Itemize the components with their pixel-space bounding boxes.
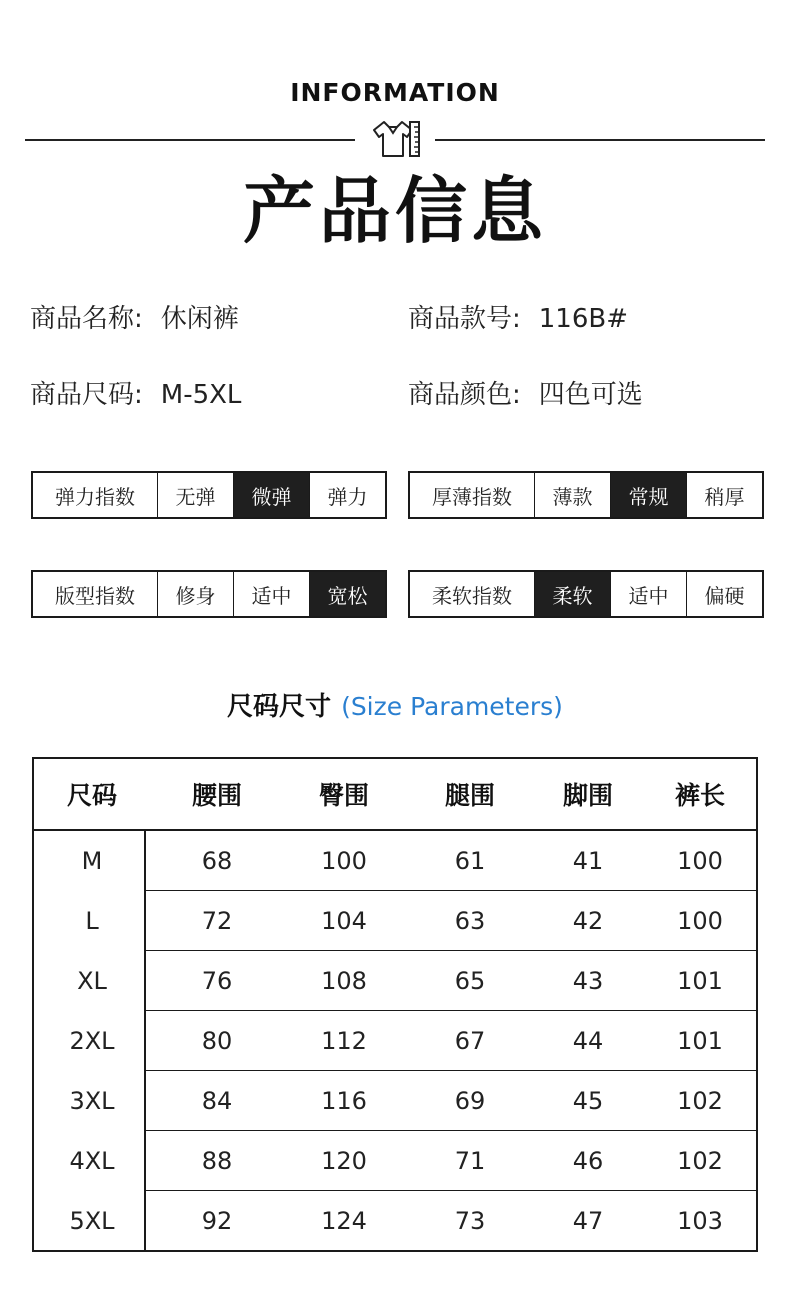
measure-cell: 100 — [321, 847, 367, 875]
measure-cell: 101 — [677, 1027, 723, 1055]
measure-cell: 112 — [321, 1027, 367, 1055]
attr-label: 弹力指数 — [55, 484, 135, 509]
measure-cell: 100 — [677, 907, 723, 935]
attr-fit — [31, 570, 387, 618]
product-color-value: 四色可选 — [538, 380, 643, 410]
header-en-title: INFORMATION — [290, 78, 500, 107]
divider-right — [435, 139, 765, 141]
table-row — [34, 1131, 756, 1191]
attr-option: 适中 — [233, 572, 309, 616]
attr-elasticity — [31, 471, 387, 519]
divider-left — [25, 139, 355, 141]
measure-cell: 101 — [677, 967, 723, 995]
table-row — [34, 891, 756, 951]
measure-cell: 104 — [321, 907, 367, 935]
measure-cell: 42 — [572, 907, 604, 935]
measure-cell: 69 — [454, 1087, 486, 1115]
size-title-en: (Size Parameters) — [341, 692, 563, 721]
measure-cell: 124 — [321, 1207, 367, 1235]
measure-cell: 103 — [677, 1207, 723, 1235]
size-cell: 5XL — [69, 1207, 115, 1235]
table-row — [34, 1191, 756, 1251]
product-style-value: 116B# — [538, 304, 629, 334]
attr-option: 稍厚 — [686, 473, 762, 517]
measure-cell: 46 — [572, 1147, 604, 1175]
attr-option: 弹力 — [309, 473, 385, 517]
product-style-label: 商品款号: — [408, 304, 521, 334]
size-cell: 2XL — [69, 1027, 115, 1055]
table-row — [34, 1071, 756, 1131]
measure-cell: 108 — [321, 967, 367, 995]
attr-label: 厚薄指数 — [432, 484, 512, 509]
table-row — [34, 951, 756, 1011]
product-size-value: M-5XL — [160, 380, 242, 410]
attr-option-selected: 柔软 — [534, 572, 610, 616]
size-section-title — [0, 686, 790, 723]
product-color-label: 商品颜色: — [408, 380, 521, 410]
measure-cell: 43 — [572, 967, 604, 995]
measure-cell: 47 — [572, 1207, 604, 1235]
size-table — [32, 757, 758, 1252]
attr-softness — [408, 570, 764, 618]
table-header-cell: 臀围 — [318, 781, 369, 810]
measure-cell: 71 — [454, 1147, 486, 1175]
table-header-cell: 腰围 — [191, 781, 242, 810]
measure-cell: 63 — [454, 907, 486, 935]
attr-option-selected: 微弹 — [233, 473, 309, 517]
measure-cell: 67 — [454, 1027, 486, 1055]
attr-option: 修身 — [157, 572, 233, 616]
attr-option: 无弹 — [157, 473, 233, 517]
size-cell: M — [81, 847, 103, 875]
attr-label: 版型指数 — [55, 583, 135, 608]
measure-cell: 41 — [572, 847, 604, 875]
table-header-cell: 裤长 — [674, 781, 725, 810]
size-table-header — [34, 759, 756, 831]
measure-cell: 116 — [321, 1087, 367, 1115]
attr-option: 适中 — [610, 572, 686, 616]
measure-cell: 88 — [201, 1147, 233, 1175]
measure-cell: 100 — [677, 847, 723, 875]
measure-cell: 45 — [572, 1087, 604, 1115]
product-style — [408, 298, 628, 335]
page-title: 产品信息 — [242, 169, 547, 253]
measure-cell: 102 — [677, 1087, 723, 1115]
measure-cell: 120 — [321, 1147, 367, 1175]
table-header-cell: 脚围 — [562, 781, 613, 810]
measure-cell: 80 — [201, 1027, 233, 1055]
product-color — [408, 374, 643, 411]
measure-cell: 61 — [454, 847, 486, 875]
table-header-cell: 尺码 — [66, 781, 117, 810]
attr-option-selected: 宽松 — [309, 572, 385, 616]
table-row — [34, 1011, 756, 1071]
shirt-ruler-icon — [370, 118, 422, 160]
measure-cell: 73 — [454, 1207, 486, 1235]
measure-cell: 84 — [201, 1087, 233, 1115]
size-title-cn: 尺码尺寸 — [227, 692, 332, 722]
table-header-cell: 腿围 — [444, 781, 495, 810]
attr-thickness — [408, 471, 764, 519]
measure-cell: 72 — [201, 907, 233, 935]
measure-cell: 68 — [201, 847, 233, 875]
attr-label: 柔软指数 — [432, 583, 512, 608]
product-size — [30, 374, 241, 411]
measure-cell: 76 — [201, 967, 233, 995]
product-name-label: 商品名称: — [30, 304, 143, 334]
attr-option: 薄款 — [534, 473, 610, 517]
product-name-value: 休闲裤 — [160, 304, 239, 334]
product-name — [30, 298, 239, 335]
measure-cell: 92 — [201, 1207, 233, 1235]
size-cell: XL — [77, 967, 107, 995]
size-cell: 4XL — [69, 1147, 115, 1175]
size-cell: 3XL — [69, 1087, 115, 1115]
table-row — [34, 831, 756, 891]
measure-cell: 65 — [454, 967, 486, 995]
attr-option-selected: 常规 — [610, 473, 686, 517]
measure-cell: 102 — [677, 1147, 723, 1175]
product-size-label: 商品尺码: — [30, 380, 143, 410]
measure-cell: 44 — [572, 1027, 604, 1055]
size-cell: L — [85, 907, 99, 935]
attr-option: 偏硬 — [686, 572, 762, 616]
